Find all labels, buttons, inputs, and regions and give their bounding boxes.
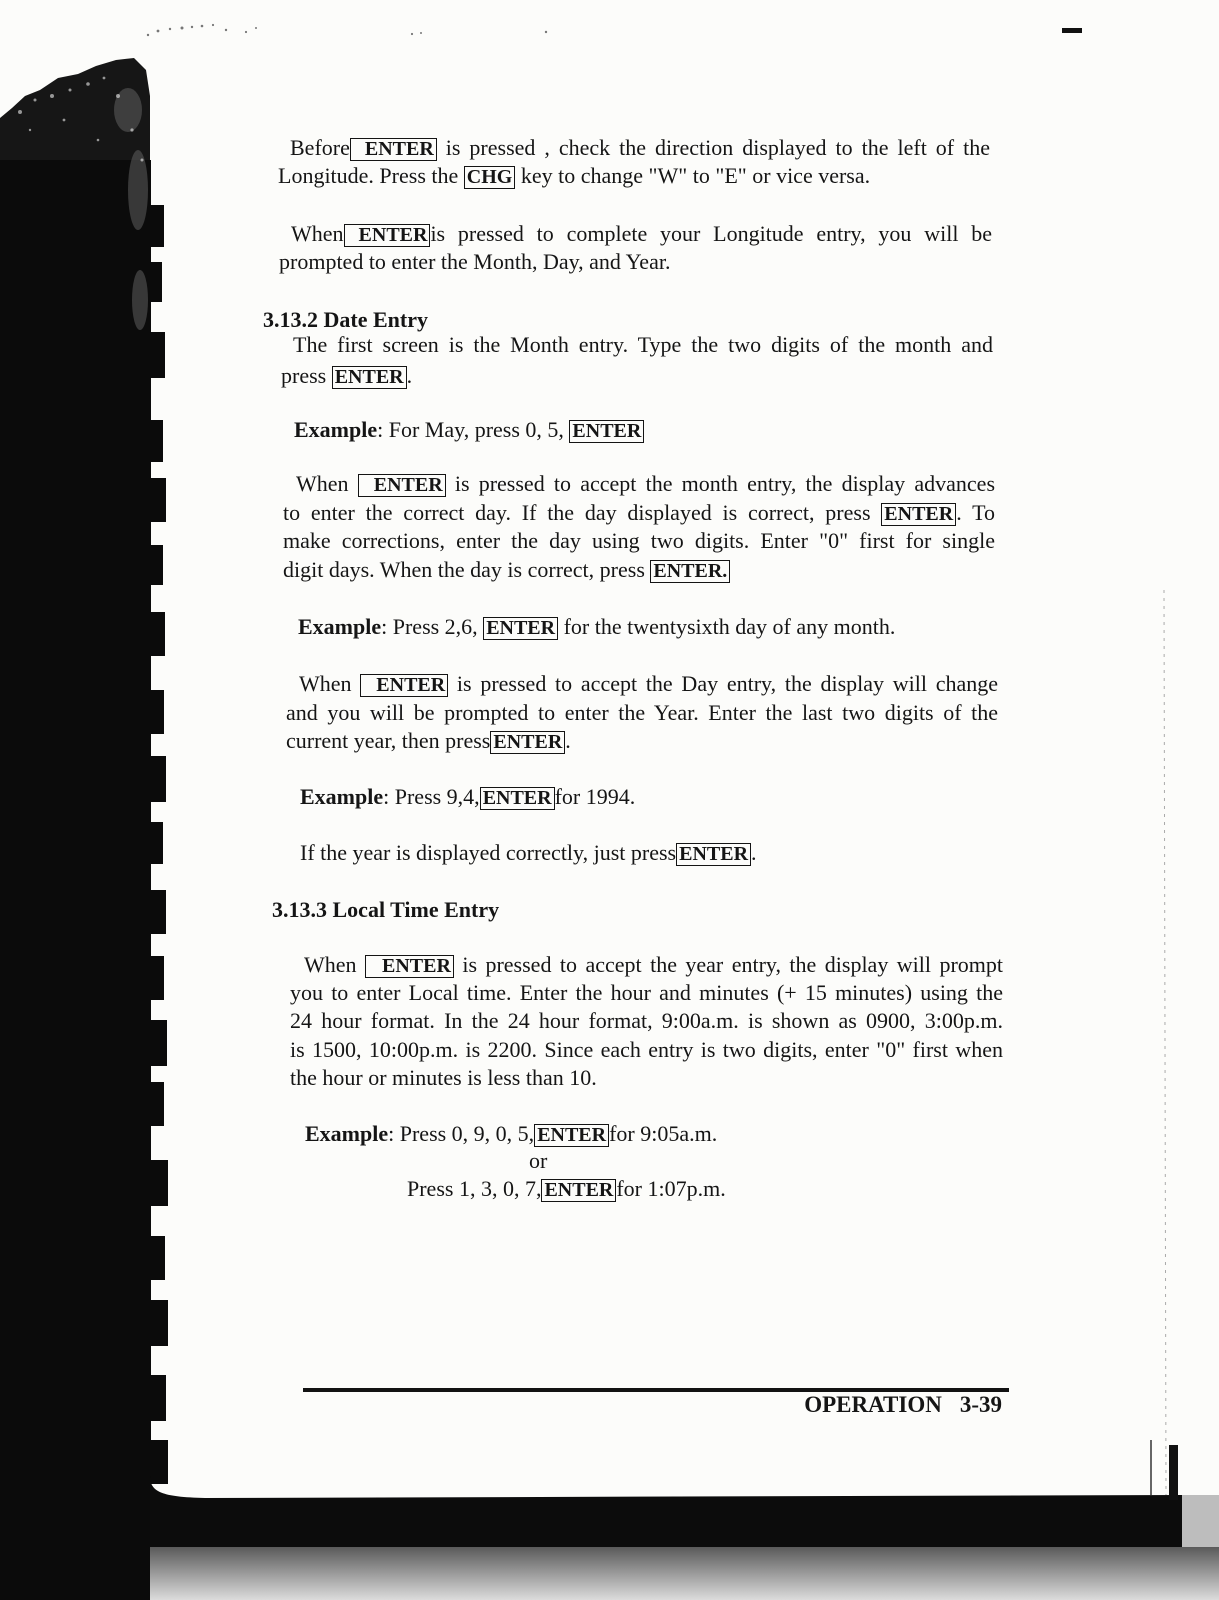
text-run: is pressed to accept the year entry, the display will prompt [453, 952, 1003, 977]
text-run: The first screen is the Month entry. Type the two digits of the month and [293, 332, 993, 357]
key-enter-label: ENTER [483, 617, 558, 640]
key-enter-label: ENTER [360, 674, 448, 697]
footer-section-label: OPERATION [804, 1392, 942, 1417]
text-run: is pressed , check the direction displayed to the left of the [436, 135, 990, 160]
text-run: 24 hour format. In the 24 hour format, 9:00a.m. is shown as 0900, 3:00p.m. [290, 1008, 1003, 1034]
text-line [305, 1120, 865, 1148]
text-run: for the twentysixth day of any month. [558, 614, 896, 639]
text-run: for 1994. [554, 784, 636, 809]
text-run: : Press 9,4, [383, 784, 480, 809]
text-line [286, 699, 998, 728]
right-edge-marks [1062, 28, 1178, 1500]
text-run: Press 1, 3, 0, 7, [407, 1176, 542, 1201]
key-enter-label: ENTER [358, 474, 446, 497]
text-line [290, 1036, 1003, 1064]
key-enter-label: ENTER. [650, 560, 730, 583]
text-run: to enter the correct day. If the day displayed is correct, press [283, 499, 882, 525]
paragraph-year-confirm [300, 839, 900, 867]
text-line [286, 670, 998, 699]
binding-edge [0, 58, 168, 1600]
key-enter-label: ENTER [365, 955, 454, 978]
text-line [300, 783, 800, 811]
example-label: Example [294, 417, 378, 442]
text-run: current year, then press [286, 728, 491, 753]
key-enter-label: ENTER [490, 731, 565, 754]
text-line [278, 134, 990, 162]
page-footer [700, 1391, 1002, 1419]
example-label: Example [300, 784, 384, 809]
key-enter-label: ENTER [881, 503, 956, 526]
key-enter-label: ENTER [350, 138, 437, 161]
text-line [283, 527, 995, 556]
key-enter-label: ENTER [541, 1179, 616, 1202]
text-run: When [296, 471, 358, 496]
footer-page-number: 3-39 [959, 1392, 1002, 1417]
text-run: is 1500, 10:00p.m. is 2200. Since each entry is two digits, enter "0" first when [290, 1036, 1003, 1062]
text-line [407, 1175, 867, 1203]
text-run: . [565, 728, 571, 753]
heading-date-entry: 3.13.2 Date Entry [263, 307, 428, 332]
separator-or: or [529, 1148, 548, 1173]
text-line [290, 1064, 1003, 1092]
text-run: for 1:07p.m. [616, 1176, 726, 1201]
scan-specks [147, 24, 547, 36]
text-run: . To [956, 499, 995, 525]
text-line [300, 839, 900, 867]
text-line [278, 162, 990, 190]
text-run: When [291, 221, 344, 246]
text-run: is pressed to accept the Day entry, the display will change [448, 671, 999, 696]
paragraph-month-entry [281, 329, 993, 391]
key-enter-label: ENTER [480, 787, 555, 810]
key-enter-label: ENTER [676, 843, 751, 866]
text-line [283, 499, 995, 528]
text-line [290, 951, 1003, 979]
paragraph-day-entry [283, 470, 995, 584]
text-run: Before [290, 135, 350, 160]
text-line [283, 470, 995, 499]
text-line [290, 1007, 1003, 1035]
text-line [283, 556, 995, 585]
text-run: for 9:05a.m. [609, 1121, 718, 1146]
text-run: is pressed to accept the month entry, the display advances [445, 471, 996, 496]
paragraph-check-direction [278, 134, 990, 191]
example-day [298, 613, 978, 641]
text-line [281, 329, 993, 360]
text-run: prompted to enter the Month, Day, and Year. [279, 249, 671, 275]
example-time-pm [407, 1175, 867, 1203]
text-run: : Press 0, 9, 0, 5, [388, 1121, 535, 1146]
heading-local-time-entry: 3.13.3 Local Time Entry [272, 897, 500, 922]
text-line [279, 248, 992, 276]
paragraph-longitude-complete [279, 220, 992, 277]
text-line [281, 360, 993, 391]
text-run: When [299, 671, 361, 696]
bottom-edge-shadow [150, 1476, 1219, 1600]
text-run: you to enter Local time. Enter the hour and minutes (+ 15 minutes) using the [290, 980, 1003, 1006]
key-enter-label: ENTER [344, 224, 431, 247]
text-run: the hour or minutes is less than 10. [290, 1064, 597, 1090]
text-run: . [751, 840, 757, 865]
key-enter-label: ENTER [332, 366, 407, 389]
text-run: When [304, 952, 365, 977]
key-enter-label: ENTER [534, 1124, 609, 1147]
example-label: Example [305, 1121, 389, 1146]
key-enter-label: ENTER [569, 420, 644, 443]
paragraph-local-time [290, 951, 1003, 1092]
example-year [300, 783, 800, 811]
example-month [294, 416, 794, 444]
text-run: digit days. When the day is correct, press [283, 556, 651, 582]
text-line [279, 220, 992, 248]
text-run: is pressed to complete your Longitude entry, you will be [430, 221, 992, 246]
text-run: Longitude. Press the [278, 163, 464, 189]
text-run: key to change "W" to "E" or vice versa. [515, 163, 871, 189]
text-run: and you will be prompted to enter the Year. Enter the last two digits of the [286, 699, 998, 725]
example-time-am [305, 1120, 865, 1148]
text-line [290, 979, 1003, 1007]
text-line [294, 416, 794, 444]
key-chg-label: CHG [464, 166, 516, 189]
text-run: If the year is displayed correctly, just press [300, 840, 677, 865]
text-run: . [406, 363, 413, 388]
text-run: : For May, press 0, 5, [377, 417, 570, 442]
text-line [286, 727, 998, 756]
text-run: press [281, 363, 332, 388]
text-line [298, 613, 978, 641]
paragraph-year-entry [286, 670, 998, 756]
text-run: : Press 2,6, [381, 614, 484, 639]
text-run: make corrections, enter the day using two digits. Enter "0" first for single [283, 528, 995, 554]
example-label: Example [298, 614, 382, 639]
